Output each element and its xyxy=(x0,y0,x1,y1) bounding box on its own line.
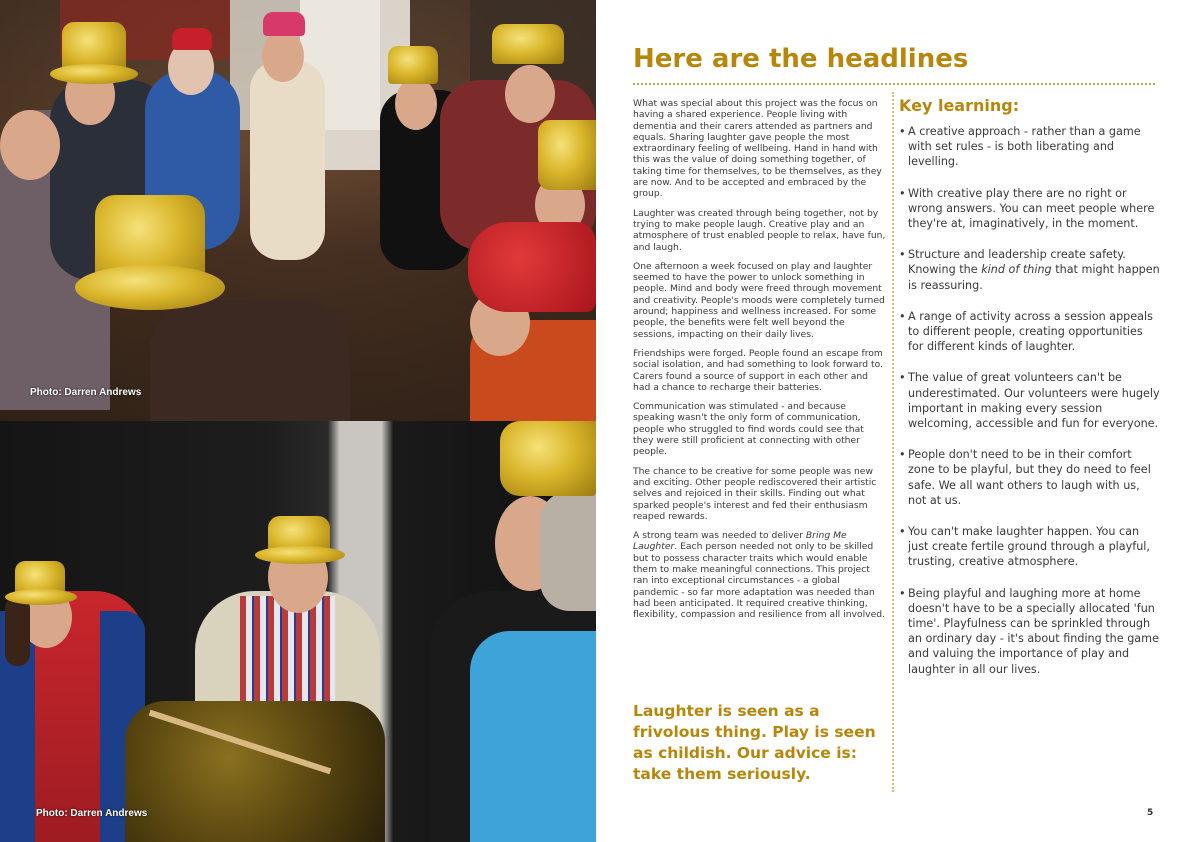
key-learning-item: • You can't make laughter happen. You can just create fertile ground through a playful, trusting, creative atmosphere. xyxy=(899,524,1161,570)
photo-credit-bottom: Photo: Darren Andrews xyxy=(36,808,148,819)
body-paragraph: Communication was stimulated - and because speaking wasn't the only form of communication, people who struggled to find words could see that they were still proficient at connecting with other people. xyxy=(633,401,864,458)
body-paragraph: What was special about this project was the focus on having a shared experience. People living with dementia and their carers attended as partners and equals. Sharing laughter gave people the most extraordinary feeling of wellbeing. Hand in hand with this was the value of doing something together, of taking time for themselves, to be themselves, as they are now. And to be accepted and embraced by the group. xyxy=(633,98,882,200)
top-photo xyxy=(0,0,596,421)
body-paragraph: One afternoon a week focused on play and laughter seemed to have the power to unlock something in people. Mind and body were freed through movement and creativity. People's moods were completely turned around; happiness and wellness increased. For some people, the benefits were felt well beyond the sessions, impacting on their daily lives. xyxy=(633,260,885,340)
photo-credit-top: Photo: Darren Andrews xyxy=(30,387,142,398)
key-learning-item xyxy=(899,247,1161,293)
key-learning-item: • A creative approach - rather than a game with set rules - is both liberating and levelling. xyxy=(899,124,1161,170)
key-learning-item: • Being playful and laughing more at home doesn't have to be a specially allocated 'fun time'. Playfulness can be sprinkled through an ordinary day - it's about finding the game and valuing the importance of play and laughter in all our lives. xyxy=(899,586,1161,677)
key-learning-item: • The value of great volunteers can't be underestimated. Our volunteers were hugely important in making every session welcoming, accessible and fun for everyone. xyxy=(899,370,1161,431)
page-title: Here are the headlines xyxy=(633,44,969,74)
pull-quote: Laughter is seen as a frivolous thing. Play is seen as childish. Our advice is: take them seriously. xyxy=(633,702,876,783)
page-number: 5 xyxy=(1147,808,1154,818)
team-text-end: . Each person needed not only to be skilled but to possess character traits which would enable them to make meaningful connections. This project ran into exceptional circumstances - a global pandemic - so far more adaptation was needed than had been anticipated. It required creative thinking, flexibility, compassion and resilience from all involved. xyxy=(633,541,885,621)
body-paragraph: The chance to be creative for some people was new and exciting. Other people rediscovered their artistic selves and rejoiced in their skills. Finding out what sparked people's interest and fed their enthusiasm reaped rewards. xyxy=(633,465,877,522)
key-learning-heading: Key learning: xyxy=(899,96,1020,115)
key-learning-item: • With creative play there are no right or wrong answers. You can meet people where they're at, imaginatively, in the moment. xyxy=(899,186,1161,232)
structure-text-italic: kind of thing xyxy=(981,263,1052,277)
key-learning-list xyxy=(899,124,1161,693)
body-paragraph: Laughter was created through being together, not by trying to make people laugh. Creative play and an atmosphere of trust enabled people to relax, have fun, and laugh. xyxy=(633,207,886,253)
body-paragraph: Friendships were forged. People found an escape from social isolation, and had something to look forward to. Carers found a source of support in each other and had a chance to recharge their batteries. xyxy=(633,347,883,393)
key-learning-item: • People don't need to be in their comfort zone to be playful, but they do need to feel safe. We all want others to laugh with us, not at us. xyxy=(899,447,1161,508)
team-text-start: A strong team was needed to deliver xyxy=(633,530,806,542)
key-learning-item: • A range of activity across a session appeals to different people, creating opportunities for different kinds of laughter. xyxy=(899,309,1161,355)
title-divider xyxy=(633,83,1155,85)
team-paragraph xyxy=(633,530,886,620)
project-name: Bring Me Laughter xyxy=(633,530,847,553)
body-column xyxy=(633,98,886,628)
bottom-photo xyxy=(0,421,596,842)
structure-text-start: Structure and leadership create safety. Knowing the xyxy=(908,248,1126,277)
column-divider xyxy=(892,92,894,792)
structure-text-end: that might happen is reassuring. xyxy=(908,263,1160,292)
